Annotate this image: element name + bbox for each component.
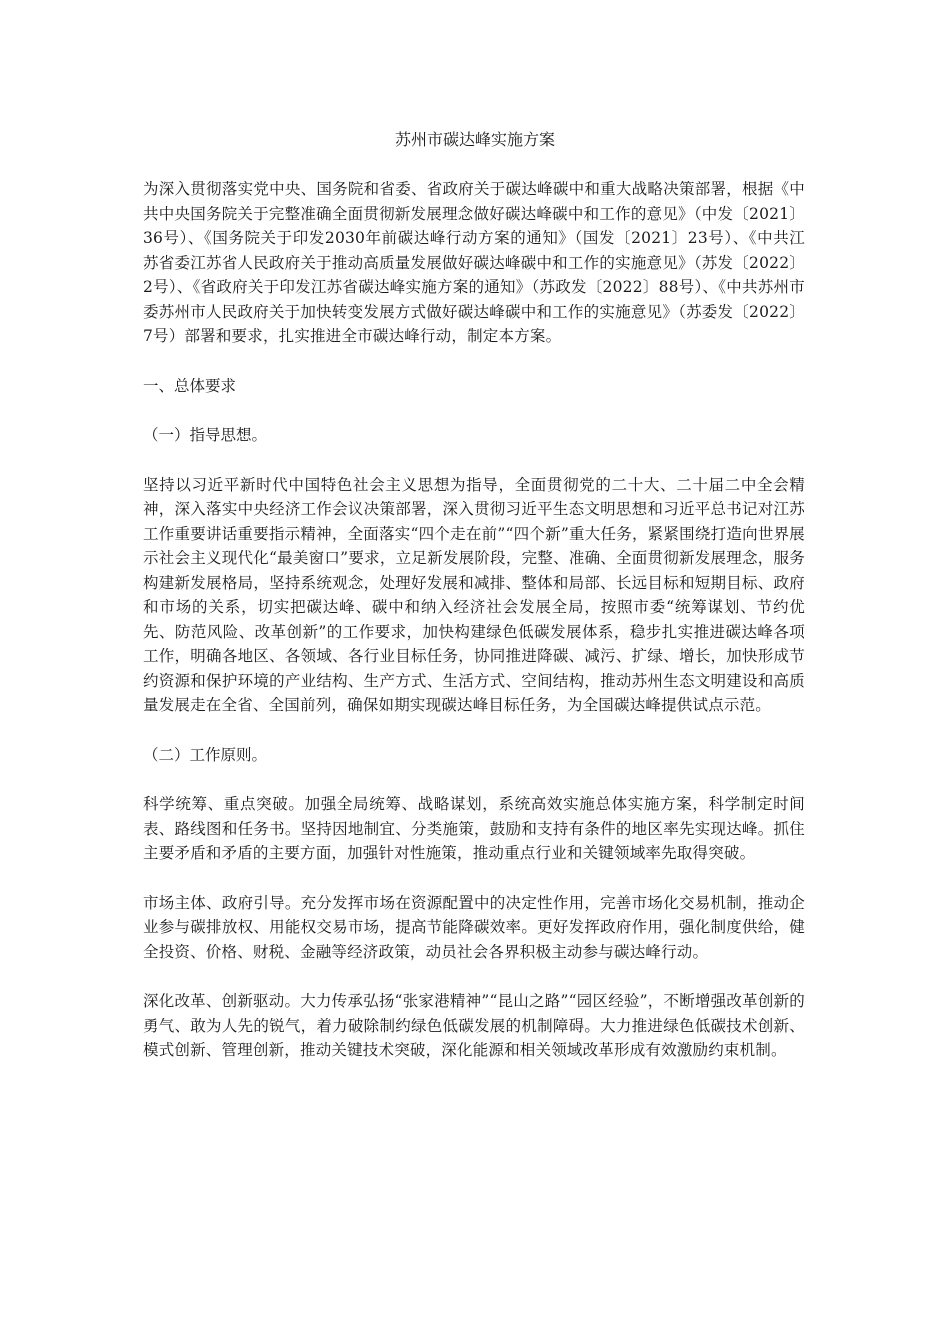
subsection-heading-guiding-ideology: （一）指导思想。: [143, 426, 268, 444]
principle-paragraph-reform: 深化改革、创新驱动。大力传承弘扬“张家港精神”“昆山之路”“园区经验”，不断增强改革创新的勇气、敢为人先的锐气，着力破除制约绿色低碳发展的机制障碍。大力推进绿色低碳技术创新、模式创新、管理创新，推动关键技术突破，深化能源和相关领域改革形成有效激励约束机制。: [143, 992, 805, 1059]
subsection-heading-work-principles: （二）工作原则。: [143, 745, 268, 764]
document-title: 苏州市碳达峰实施方案: [394, 130, 555, 149]
document-body: [143, 177, 805, 1088]
guiding-ideology-paragraph: 坚持以习近平新时代中国特色社会主义思想为指导，全面贯彻党的二十大、二十届二中全会精神，深入落实中央经济工作会议决策部署，深入贯彻习近平生态文明思想和习近平总书记对江苏工作重要讲话重要指示精神，全面落实“四个走在前”“四个新”重大任务，紧紧围绕打造向世界展示社会主义现代化“最美窗口”要求，立足新发展阶段，完整、准确、全面贯彻新发展理念，服务构建新发展格局，坚持系统观念，处理好发展和减排、整体和局部、长远目标和短期目标、政府和市场的关系，切实把碳达峰、碳中和纳入经济社会发展全局，按照市委“统筹谋划、节约优先、防范风险、改革创新”的工作要求，加快构建绿色低碳发展体系，稳步扎实推进碳达峰各项工作，明确各地区、各领域、各行业目标任务，协同推进降碳、减污、扩绿、增长，加快形成节约资源和保护环境的产业结构、生产方式、生活方式、空间结构，推动苏州生态文明建设和高质量发展走在全省、全国前列，确保如期实现碳达峰目标任务，为全国碳达峰提供试点示范。: [143, 475, 805, 714]
section-heading-general-requirements: 一、总体要求: [143, 376, 237, 395]
intro-paragraph: 为深入贯彻落实党中央、国务院和省委、省政府关于碳达峰碳中和重大战略决策部署，根据《中共中央国务院关于完整准确全面贯彻新发展理念做好碳达峰碳中和工作的意见》（中发〔2021〕36号）、《国务院关于印发2030年前碳达峰行动方案的通知》（国发〔2021〕23号）、《中共江苏省委江苏省人民政府关于推动高质量发展做好碳达峰碳中和工作的实施意见》（苏发〔2022〕2号）、《省政府关于印发江苏省碳达峰实施方案的通知》（苏政发〔2022〕88号）、《中共苏州市委苏州市人民政府关于加快转变发展方式做好碳达峰碳中和工作的实施意见》（苏委发〔2022〕7号）部署和要求，扎实推进全市碳达峰行动，制定本方案。: [143, 180, 805, 345]
principle-paragraph-market: 市场主体、政府引导。充分发挥市场在资源配置中的决定性作用，完善市场化交易机制，推动企业参与碳排放权、用能权交易市场，提高节能降碳效率。更好发挥政府作用，强化制度供给，健全投资、价格、财税、金融等经济政策，动员社会各界积极主动参与碳达峰行动。: [143, 893, 805, 961]
principle-paragraph-coordination: 科学统筹、重点突破。加强全局统筹、战略谋划，系统高效实施总体实施方案，科学制定时间表、路线图和任务书。坚持因地制宜、分类施策，鼓励和支持有条件的地区率先实现达峰。抓住主要矛盾和矛盾的主要方面，加强针对性施策，推动重点行业和关键领域率先取得突破。: [143, 795, 805, 862]
